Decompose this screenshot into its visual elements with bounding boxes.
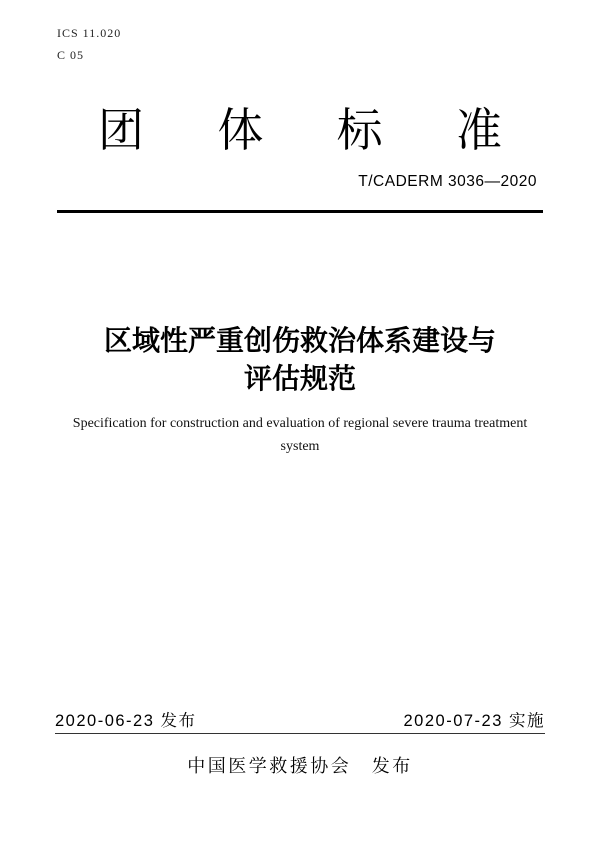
standard-number: T/CADERM 3036—2020 — [358, 173, 537, 190]
publisher: 中国医学救援协会 发布 — [187, 756, 413, 776]
date-row — [55, 707, 545, 731]
implementation-date: 2020-07-23 实施 — [403, 712, 545, 730]
document-title-line1: 区域性严重创伤救治体系建设与 — [103, 325, 496, 356]
header-rule — [57, 210, 543, 213]
ics-code: ICS 11.020 — [57, 26, 122, 40]
classification-code: C 05 — [57, 48, 85, 62]
standard-type-title — [98, 104, 502, 156]
document-title-english — [40, 412, 560, 458]
standard-type-char: 准 — [455, 104, 502, 156]
document-title-english-line1: Specification for construction and evaluation of regional severe trauma treatment — [72, 416, 528, 431]
document-title — [0, 322, 600, 398]
footer-rule — [55, 733, 545, 734]
issue-date: 2020-06-23 发布 — [55, 712, 197, 730]
document-title-english-line2: system — [280, 439, 320, 454]
standard-type-char: 标 — [336, 104, 383, 156]
document-title-line2: 评估规范 — [243, 363, 356, 394]
standard-type-char: 团 — [98, 104, 144, 156]
standard-type-char: 体 — [217, 104, 264, 156]
